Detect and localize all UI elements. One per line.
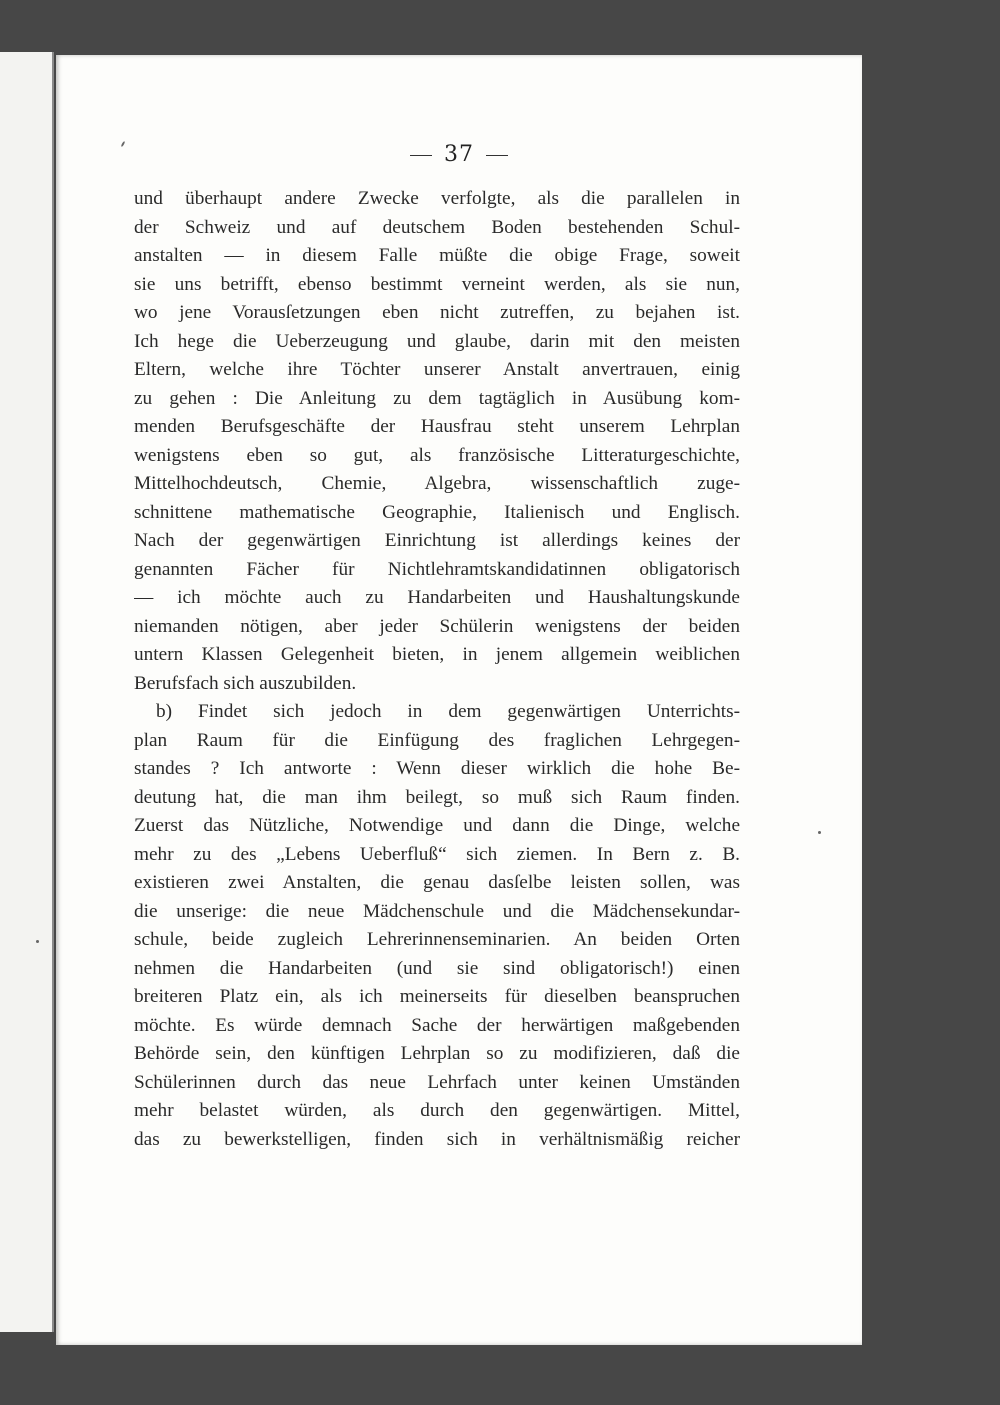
text-line: Behörde sein, den künftigen Lehrplan so zu modifizieren, daß die — [134, 1043, 740, 1064]
page-number-dash-right — [486, 155, 508, 156]
scan-speck — [818, 831, 821, 834]
text-line: — ich möchte auch zu Handarbeiten und Haushaltungskunde — [134, 587, 740, 608]
text-line: Schülerinnen durch das neue Lehrfach unter keinen Umständen — [134, 1071, 740, 1093]
text-line: möchte. Es würde demnach Sache der herwärtigen maßgebenden — [134, 1014, 740, 1036]
text-line: und überhaupt andere Zwecke verfolgte, als die parallelen in — [134, 188, 740, 209]
text-line: niemanden nötigen, aber jeder Schülerin wenigstens der beiden — [134, 615, 740, 637]
text-line: Eltern, welche ihre Töchter unserer Anstalt anvertrauen, einig — [134, 359, 740, 380]
text-line: breiteren Platz ein, als ich meinerseits für dieselben beanspruchen — [134, 986, 740, 1007]
text-line: anstalten — in diesem Falle müßte die obige Frage, soweit — [134, 245, 740, 266]
text-line-paragraph-end: Berufsfach sich auszubilden. — [134, 672, 357, 694]
text-line: mehr zu des „Lebens Ueberfluß“ sich ziemen. In Bern z. B. — [134, 843, 740, 865]
text-line: genannten Fächer für Nichtlehramtskandidatinnen obligatorisch — [134, 558, 740, 580]
scan-speck — [36, 940, 39, 943]
text-line: Mittelhochdeutsch, Chemie, Algebra, wissenschaftlich zuge- — [134, 473, 740, 494]
text-line: das zu bewerkstelligen, finden sich in verhältnismäßig reicher — [134, 1128, 740, 1150]
book-page — [56, 55, 862, 1345]
text-line: existieren zwei Anstalten, die genau dasſelbe leisten sollen, was — [134, 872, 740, 893]
text-line: menden Berufsgeschäfte der Hausfrau steht unserem Lehrplan — [134, 416, 740, 437]
text-line: plan Raum für die Einfügung des fraglichen Lehrgegen- — [134, 729, 740, 751]
body-text — [134, 185, 740, 1154]
text-line: die unserige: die neue Mädchenschule und die Mädchensekundar- — [134, 900, 740, 922]
text-line: Ich hege die Ueberzeugung und glaube, darin mit den meisten — [134, 330, 740, 352]
text-line: standes ? Ich antworte : Wenn dieser wirklich die hohe Be- — [134, 758, 740, 779]
page-number-value: 37 — [444, 142, 474, 167]
page-number-dash-left — [410, 155, 432, 156]
previous-page-edge — [0, 52, 54, 1332]
text-line: untern Klassen Gelegenheit bieten, in jenem allgemein weiblichen — [134, 644, 740, 665]
text-line: nehmen die Handarbeiten (und sie sind obligatorisch!) einen — [134, 957, 740, 979]
text-line: sie uns betrifft, ebenso bestimmt verneint werden, als sie nun, — [134, 273, 740, 295]
text-line: Nach der gegenwärtigen Einrichtung ist allerdings keines der — [134, 530, 740, 551]
text-line: zu gehen : Die Anleitung zu dem tagtäglich in Ausübung kom- — [134, 387, 740, 409]
text-line: schnittene mathematische Geographie, Italienisch und Englisch. — [134, 501, 740, 523]
text-line: der Schweiz und auf deutschem Boden bestehenden Schul- — [134, 216, 740, 238]
text-line: wenigstens eben so gut, als französische Litteraturgeschichte, — [134, 444, 740, 466]
text-line: wo jene Vorausſetzungen eben nicht zutreffen, zu bejahen ist. — [134, 302, 740, 323]
text-line: deutung hat, die man ihm beilegt, so muß sich Raum finden. — [134, 786, 740, 808]
text-line: mehr belastet würden, als durch den gegenwärtigen. Mittel, — [134, 1100, 740, 1121]
text-line: Zuerst das Nützliche, Notwendige und dann die Dinge, welche — [134, 815, 740, 836]
page-number — [56, 142, 862, 167]
text-line-paragraph-start: b) Findet sich jedoch in dem gegenwärtigen Unterrichts- — [156, 701, 740, 722]
text-line: schule, beide zugleich Lehrerinnenseminarien. An beiden Orten — [134, 929, 740, 950]
